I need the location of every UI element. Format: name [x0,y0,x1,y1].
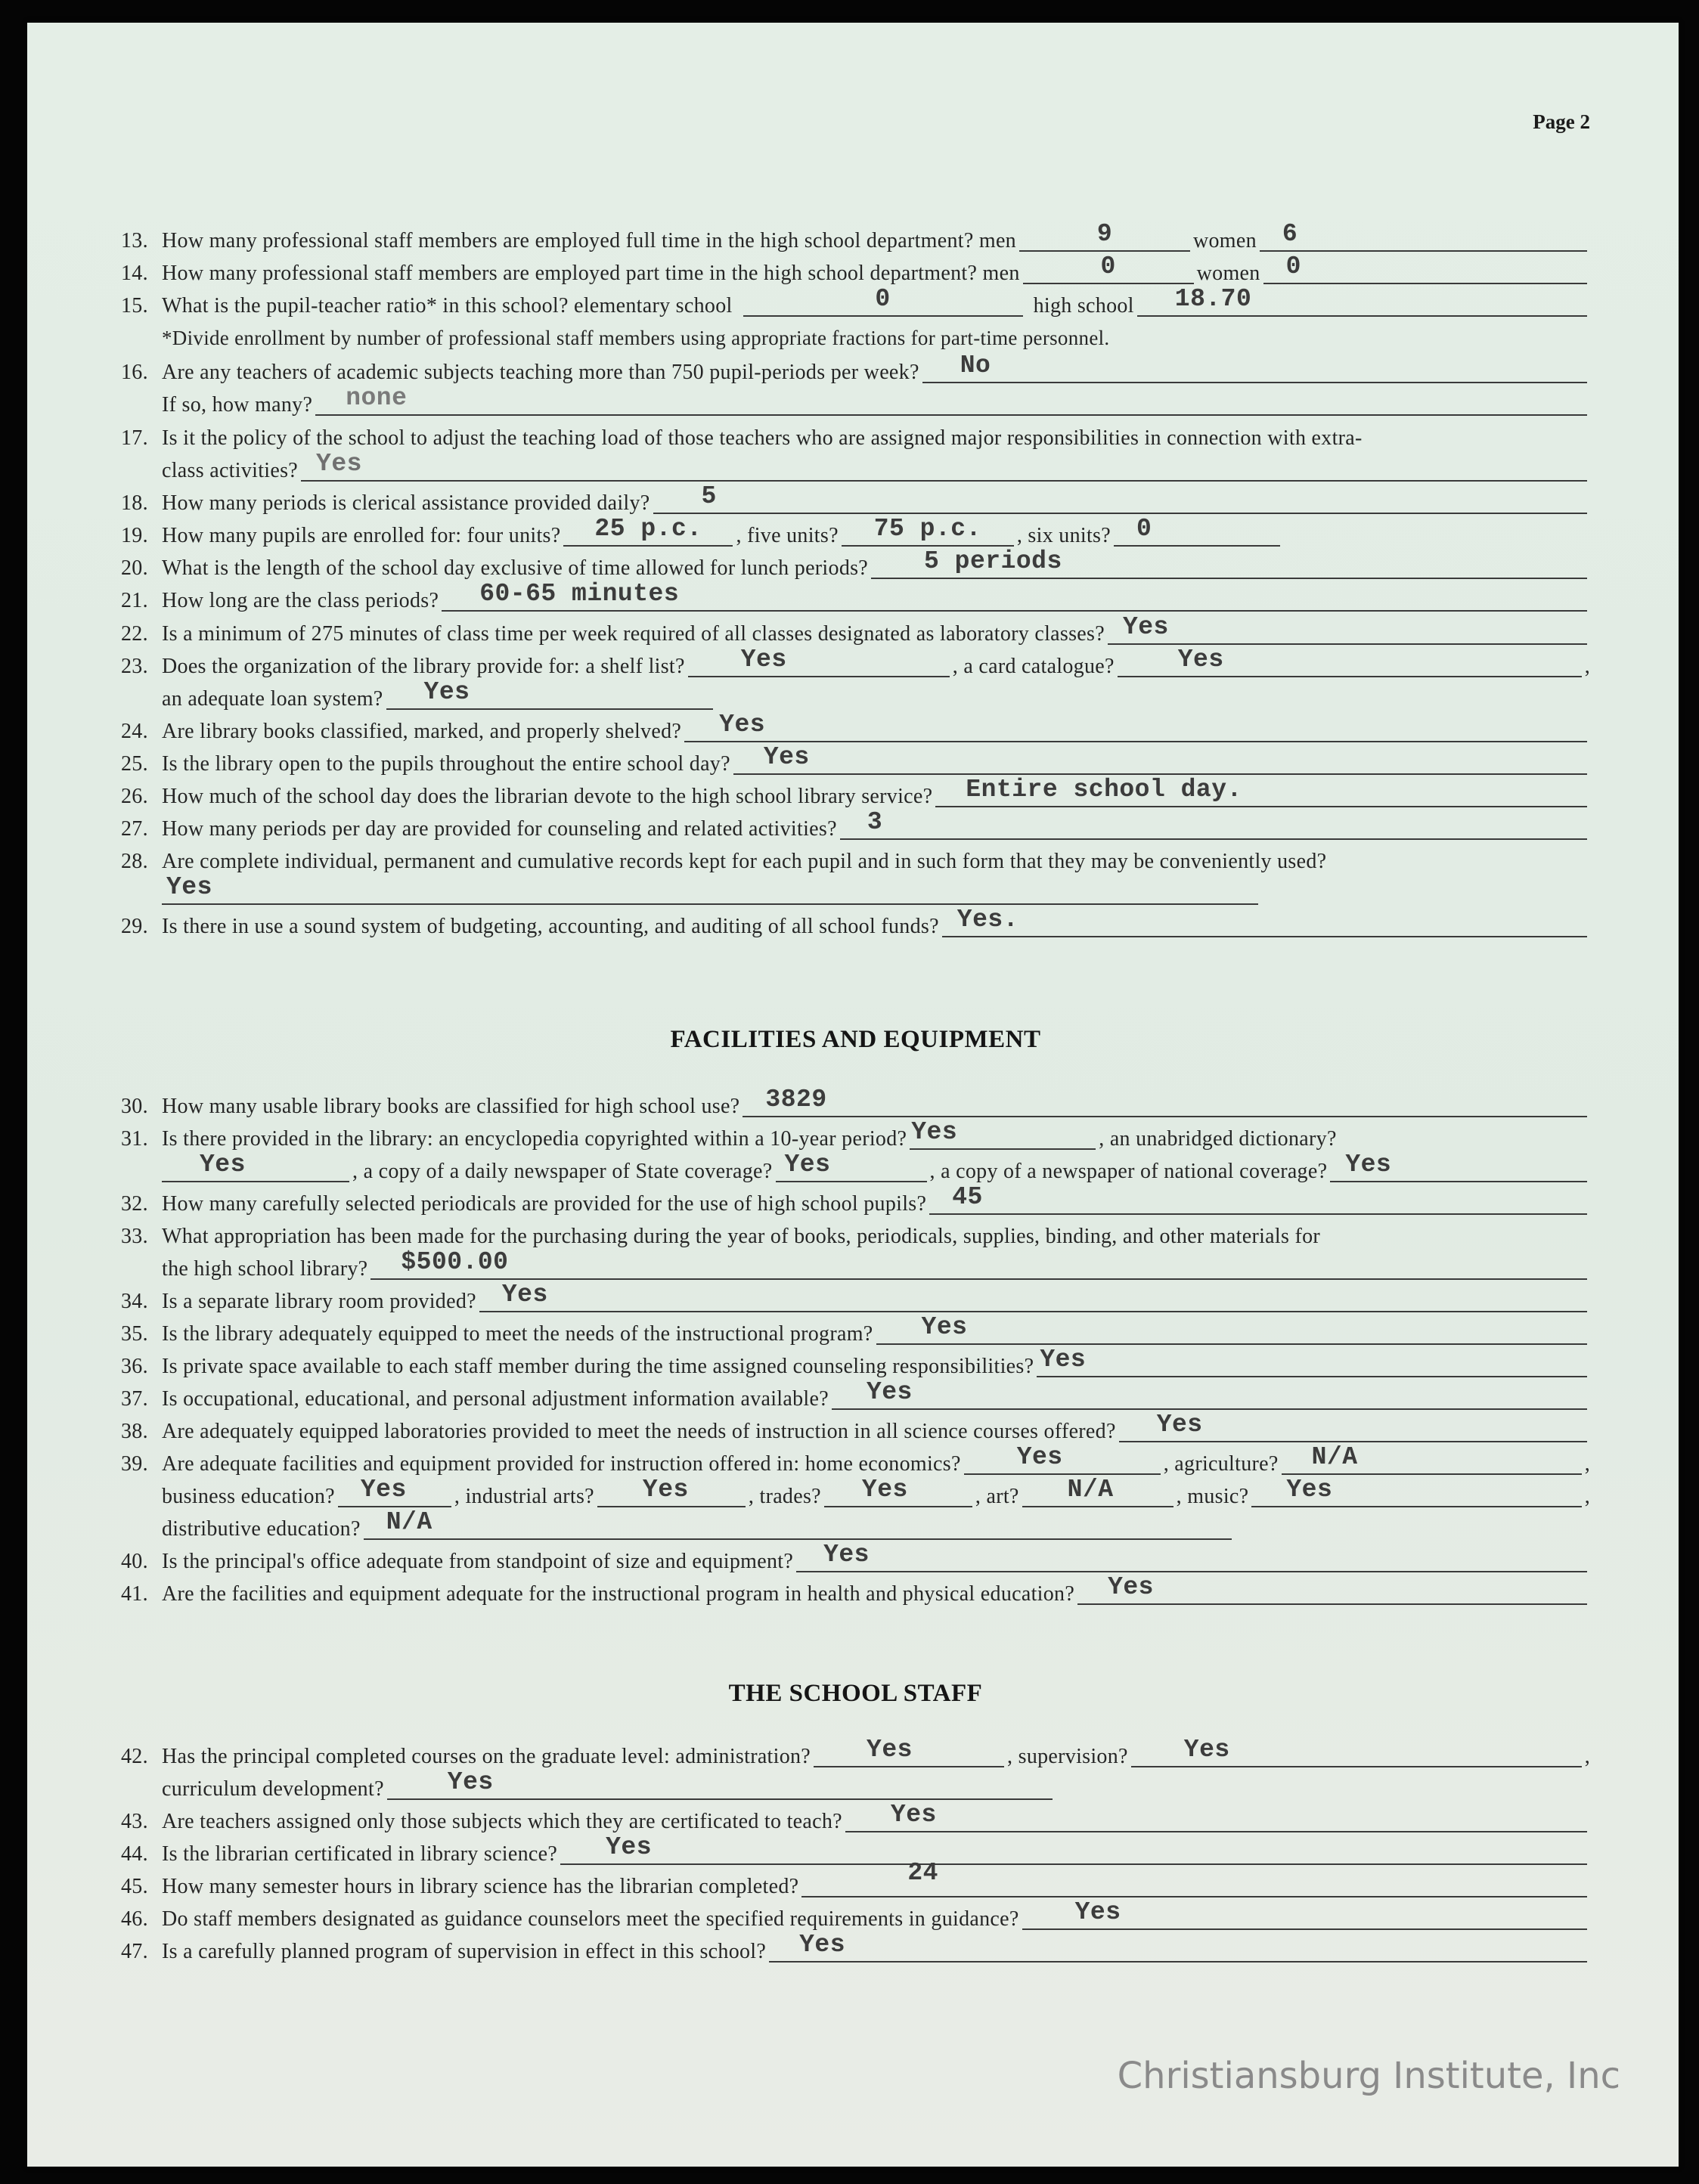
administration-field[interactable]: Yes [814,1745,1004,1767]
home-economics-field[interactable]: Yes [964,1452,1161,1475]
dictionary-field[interactable]: Yes [162,1160,349,1182]
question-45: 45. How many semester hours in library science has the librarian completed? 24 [121,1865,1590,1897]
answer-field[interactable]: Yes [876,1322,1587,1345]
card-catalogue-field[interactable]: Yes [1118,655,1582,677]
high-school-ratio-field[interactable]: 18.70 [1137,294,1587,317]
question-13: 13. How many professional staff members are employed full time in the high school department? men 9 women 6 [121,219,1590,252]
question-42: 42. Has the principal completed courses on the graduate level: administration? Yes , supervision? Yes , [121,1736,1590,1768]
question-30: 30. How many usable library books are classified for high school use? 3829 [121,1085,1590,1117]
question-20: 20. What is the length of the school day exclusive of time allowed for lunch periods? 5 periods [121,547,1590,579]
question-36: 36. Is private space available to each staff member during the time assigned counseling responsibilities? Yes [121,1345,1590,1377]
question-32: 32. How many carefully selected periodicals are provided for the use of high school pupils? 45 [121,1182,1590,1215]
supervision-field[interactable]: Yes [1131,1745,1582,1767]
question-17: 17. Is it the policy of the school to adjust the teaching load of those teachers who are assigned major responsibilities in connection with extra- [121,426,1363,450]
facilities-heading: FACILITIES AND EQUIPMENT [670,1026,1041,1053]
answer-field[interactable]: 5 periods [871,556,1587,579]
question-43: 43. Are teachers assigned only those subjects which they are certificated to teach? Yes [121,1800,1590,1832]
answer-field[interactable]: $500.00 [370,1257,1587,1280]
answer-field[interactable]: Yes [479,1290,1587,1312]
question-31: 31. Is there provided in the library: an encyclopedia copyrighted within a 10-year period? Yes , an unabridged dictionary? [121,1118,1337,1151]
answer-field[interactable]: Yes [1077,1582,1587,1605]
six-units-field[interactable]: 0 [1114,524,1280,547]
answer-field[interactable]: Yes [769,1940,1587,1963]
question-37: 37. Is occupational, educational, and personal adjustment information available? Yes [121,1377,1590,1410]
question-text: How many professional staff members are employed full time in the high school department? men [162,229,1016,252]
answer-field[interactable]: 5 [653,491,1587,514]
question-18: 18. How many periods is clerical assistance provided daily? 5 [121,482,1590,514]
answer-field[interactable]: 3 [840,817,1587,840]
music-field[interactable]: Yes [1251,1485,1581,1507]
national-newspaper-field[interactable]: Yes [1330,1160,1587,1182]
answer-field[interactable]: Yes [796,1550,1587,1572]
women-full-time-field[interactable]: 6 [1260,229,1587,252]
question-14: 14. How many professional staff members are employed part time in the high school department? men 0 women 0 [121,252,1590,284]
question-number: 13. [121,229,148,252]
industrial-arts-field[interactable]: Yes [597,1485,746,1507]
question-16: 16. Are any teachers of academic subjects teaching more than 750 pupil-periods per week? No [121,351,1590,383]
answer-field[interactable]: Yes [845,1810,1587,1832]
answer-field[interactable]: Yes [301,459,1587,482]
question-38: 38. Are adequately equipped laboratories provided to meet the needs of instruction in all science courses offered? Yes [121,1410,1590,1442]
school-staff-heading: THE SCHOOL STAFF [728,1680,983,1707]
answer-field[interactable]: Yes [162,882,1258,905]
question-34: 34. Is a separate library room provided? Yes [121,1280,1590,1312]
question-29: 29. Is there in use a sound system of budgeting, accounting, and auditing of all school funds? Yes. [121,905,1590,937]
question-47: 47. Is a carefully planned program of supervision in effect in this school? Yes [121,1930,1590,1963]
question-28: 28. Are complete individual, permanent and cumulative records kept for each pupil and in such form that they may be conveniently used? [121,850,1327,873]
question-22: 22. Is a minimum of 275 minutes of class time per week required of all classes designated as laboratory classes? Yes [121,612,1590,645]
question-23: 23. Does the organization of the library provide for: a shelf list? Yes , a card catalogue? Yes , [121,646,1590,678]
question-24: 24. Are library books classified, marked, and properly shelved? Yes [121,710,1590,742]
answer-field[interactable]: Yes [684,720,1587,742]
encyclopedia-field[interactable]: Yes [910,1127,1096,1150]
men-part-time-field[interactable]: 0 [1023,262,1194,284]
answer-field[interactable]: 45 [929,1192,1587,1215]
question-46: 46. Do staff members designated as guidance counselors meet the specified requirements in guidance? Yes [121,1897,1590,1930]
answer-field[interactable]: Yes. [942,915,1587,937]
question-19: 19. How many pupils are enrolled for: four units? 25 p.c. , five units? 75 p.c. , six units? 0 [121,514,1590,547]
answer-field[interactable]: Yes [733,752,1587,775]
question-44: 44. Is the librarian certificated in library science? Yes [121,1832,1590,1865]
answer-field[interactable]: 3829 [743,1095,1587,1117]
answer-field[interactable]: Yes [1037,1355,1587,1377]
answer-field[interactable]: Yes [1119,1420,1587,1442]
question-21: 21. How long are the class periods? 60-65 minutes [121,579,1590,612]
question-26: 26. How much of the school day does the librarian devote to the high school library service? Entire school day. [121,775,1590,807]
answer-field[interactable]: Yes [1022,1907,1587,1930]
distributive-education-field[interactable]: N/A [364,1517,1232,1540]
state-newspaper-field[interactable]: Yes [776,1160,927,1182]
trades-field[interactable]: Yes [824,1485,972,1507]
elementary-ratio-field[interactable]: 0 [743,294,1023,317]
question-15: 15. What is the pupil-teacher ratio* in this school? elementary school 0 high school 18.70 [121,284,1590,317]
question-27: 27. How many periods per day are provided for counseling and related activities? 3 [121,807,1590,840]
art-field[interactable]: N/A [1022,1485,1173,1507]
women-part-time-field[interactable]: 0 [1263,262,1587,284]
curriculum-field[interactable]: Yes [387,1777,1053,1800]
men-full-time-field[interactable]: 9 [1019,229,1190,252]
answer-field[interactable]: 60-65 minutes [442,589,1587,612]
question-41: 41. Are the facilities and equipment adequate for the instructional program in health and physical education? Yes [121,1572,1590,1605]
answer-field[interactable]: No [922,361,1587,383]
question-39: 39. Are adequate facilities and equipment provided for instruction offered in: home economics? Yes , agriculture? N/A , [121,1443,1590,1476]
four-units-field[interactable]: 25 p.c. [563,524,733,547]
five-units-field[interactable]: 75 p.c. [842,524,1014,547]
answer-field[interactable]: 24 [801,1875,1587,1897]
ratio-footnote: *Divide enrollment by number of professional staff members using appropriate fractions for part-time personnel. [162,327,1110,349]
loan-system-field[interactable]: Yes [386,687,713,710]
business-education-field[interactable]: Yes [338,1485,451,1507]
answer-field[interactable]: Yes [560,1842,1587,1865]
answer-field[interactable]: Entire school day. [935,785,1587,807]
how-many-field[interactable]: none [315,393,1587,416]
page-number: Page 2 [1533,110,1590,133]
shelf-list-field[interactable]: Yes [688,655,950,677]
answer-field[interactable]: Yes [832,1387,1587,1410]
watermark: Christiansburg Institute, Inc [1117,2055,1620,2097]
agriculture-field[interactable]: N/A [1282,1452,1582,1475]
question-35: 35. Is the library adequately equipped to meet the needs of the instructional program? Yes [121,1312,1590,1345]
question-40: 40. Is the principal's office adequate from standpoint of size and equipment? Yes [121,1540,1590,1572]
question-25: 25. Is the library open to the pupils throughout the entire school day? Yes [121,742,1590,775]
question-33: 33. What appropriation has been made for the purchasing during the year of books, periodicals, supplies, binding, and other materials for [121,1225,1321,1248]
answer-field[interactable]: Yes [1108,622,1587,645]
